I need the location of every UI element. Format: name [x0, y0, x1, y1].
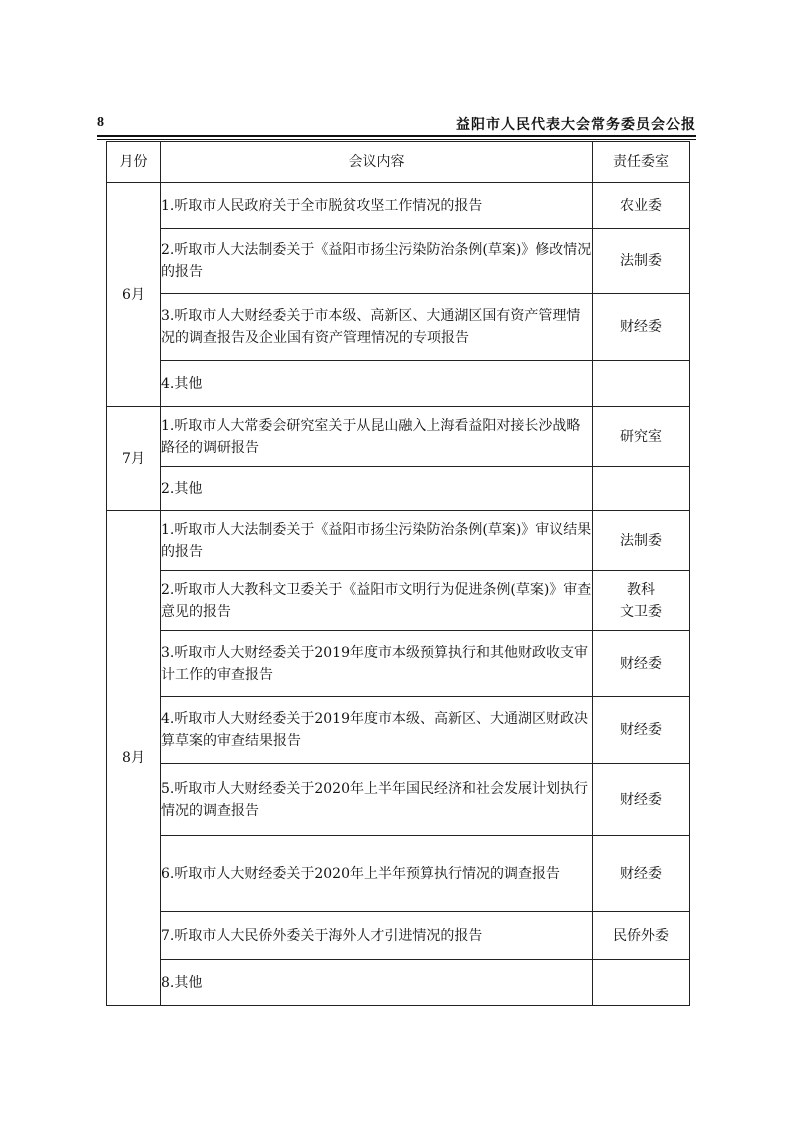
responsible-unit: 研究室	[593, 407, 690, 467]
agenda-item: 3.听取市人大财经委关于市本级、高新区、大通湖区国有资产管理情况的调查报告及企业国有资产管理情况的专项报告	[161, 294, 593, 361]
agenda-item: 5.听取市人大财经委关于2020年上半年国民经济和社会发展计划执行情况的调查报告	[161, 764, 593, 836]
responsible-unit	[593, 467, 690, 511]
month-cell: 7月	[107, 407, 161, 511]
header-rule-thick	[97, 135, 696, 137]
table-row	[107, 407, 690, 467]
responsible-unit: 财经委	[593, 631, 690, 697]
agenda-item: 2.听取市人大法制委关于《益阳市扬尘污染防治条例(草案)》修改情况的报告	[161, 229, 593, 294]
responsible-unit: 财经委	[593, 764, 690, 836]
month-cell: 8月	[107, 511, 161, 1006]
agenda-item: 2.其他	[161, 467, 593, 511]
agenda-item: 4.其他	[161, 361, 593, 407]
table-row	[107, 697, 690, 764]
responsible-unit: 法制委	[593, 511, 690, 571]
responsible-unit: 财经委	[593, 697, 690, 764]
table-row	[107, 511, 690, 571]
responsible-unit: 财经委	[593, 836, 690, 912]
agenda-item: 7.听取市人大民侨外委关于海外人才引进情况的报告	[161, 912, 593, 960]
header-content: 会议内容	[161, 142, 593, 183]
page-header	[97, 113, 696, 137]
month-cell: 6月	[107, 183, 161, 407]
agenda-item: 4.听取市人大财经委关于2019年度市本级、高新区、大通湖区财政决算草案的审查结果报告	[161, 697, 593, 764]
table-row	[107, 361, 690, 407]
agenda-item: 2.听取市人大教科文卫委关于《益阳市文明行为促进条例(草案)》审查意见的报告	[161, 571, 593, 631]
table-row	[107, 294, 690, 361]
agenda-item: 6.听取市人大财经委关于2020年上半年预算执行情况的调查报告	[161, 836, 593, 912]
table-row	[107, 571, 690, 631]
meeting-agenda-table	[106, 141, 690, 1006]
agenda-item: 1.听取市人大常委会研究室关于从昆山融入上海看益阳对接长沙战略路径的调研报告	[161, 407, 593, 467]
table-row	[107, 912, 690, 960]
responsible-unit: 教科 文卫委	[593, 571, 690, 631]
responsible-unit: 农业委	[593, 183, 690, 229]
responsible-unit: 法制委	[593, 229, 690, 294]
table-row	[107, 960, 690, 1006]
responsible-unit	[593, 960, 690, 1006]
table-header-row	[107, 142, 690, 183]
header-month: 月份	[107, 142, 161, 183]
table-row	[107, 764, 690, 836]
page-number: 8	[97, 115, 104, 130]
responsible-unit	[593, 361, 690, 407]
table-row	[107, 183, 690, 229]
header-unit: 责任委室	[593, 142, 690, 183]
header-rule-thin	[97, 139, 696, 140]
table-row	[107, 836, 690, 912]
agenda-item: 1.听取市人大法制委关于《益阳市扬尘污染防治条例(草案)》审议结果的报告	[161, 511, 593, 571]
table-row	[107, 467, 690, 511]
responsible-unit: 财经委	[593, 294, 690, 361]
agenda-item: 1.听取市人民政府关于全市脱贫攻坚工作情况的报告	[161, 183, 593, 229]
table-row	[107, 631, 690, 697]
responsible-unit: 民侨外委	[593, 912, 690, 960]
table-row	[107, 229, 690, 294]
agenda-item: 3.听取市人大财经委关于2019年度市本级预算执行和其他财政收支审计工作的审查报告	[161, 631, 593, 697]
publication-title: 益阳市人民代表大会常务委员会公报	[456, 117, 696, 133]
agenda-item: 8.其他	[161, 960, 593, 1006]
